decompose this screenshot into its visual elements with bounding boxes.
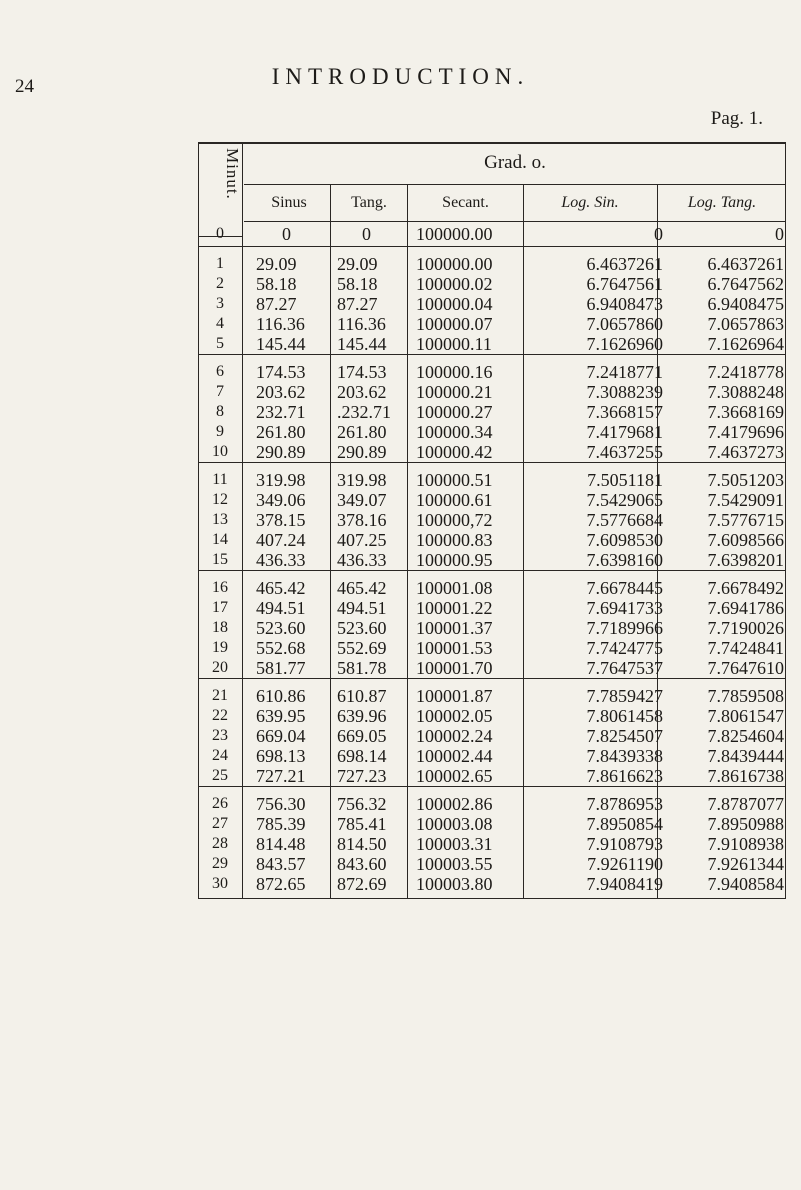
- log-tang-value: 7.3088248: [707, 382, 784, 402]
- log-tang-value: 6.4637261: [707, 254, 784, 274]
- sinus-value: 203.62: [256, 382, 306, 402]
- secant-value: 100001.08: [416, 578, 493, 598]
- minute-value: 19: [212, 639, 228, 656]
- tang-value: 349.07: [337, 490, 387, 510]
- log-sin-value: 7.7189966: [586, 618, 663, 638]
- secant-value: 100002.65: [416, 766, 493, 786]
- tang-value: 494.51: [337, 598, 387, 618]
- log-sin-value: 7.5051181: [587, 470, 663, 490]
- log-sin-value: 7.7859427: [586, 686, 663, 706]
- minute-value: 27: [212, 815, 228, 832]
- secant-value: 100003.31: [416, 834, 493, 854]
- log-tang-value: 6.7647562: [707, 274, 784, 294]
- secant-value: 100001.70: [416, 658, 493, 678]
- tang-value: 58.18: [337, 274, 378, 294]
- sinus-value: 698.13: [256, 746, 306, 766]
- minute-value: 10: [212, 443, 228, 460]
- tang-value: 203.62: [337, 382, 387, 402]
- page-number: 24: [15, 76, 34, 97]
- log-tang-value: 7.4637273: [707, 442, 784, 462]
- degree-header: Grad. o.: [484, 152, 546, 173]
- sinus-value: 494.51: [256, 598, 306, 618]
- table-border-top: [198, 142, 786, 144]
- minute-value: 17: [212, 599, 228, 616]
- tang-value: 843.60: [337, 854, 387, 874]
- secant-value: 100001.53: [416, 638, 493, 658]
- tang-value: 727.23: [337, 766, 387, 786]
- secant-value: 100000.00: [416, 254, 493, 274]
- log-tang-value: 7.7647610: [707, 658, 784, 678]
- trig-table: [198, 142, 786, 899]
- log-tang-value: 7.8439444: [707, 746, 784, 766]
- tang-value: 290.89: [337, 442, 387, 462]
- page-reference: Pag. 1.: [710, 108, 763, 129]
- sinus-value: 261.80: [256, 422, 306, 442]
- secant-value: 100000.04: [416, 294, 493, 314]
- header-divider: [244, 184, 786, 185]
- log-tang-value: 7.6678492: [707, 578, 784, 598]
- secant-value: 100000.27: [416, 402, 493, 422]
- minute-value: 22: [212, 707, 228, 724]
- log-sin-value: 7.7424775: [586, 638, 663, 658]
- minute-value: 16: [212, 579, 228, 596]
- log-sin-value: 6.7647561: [586, 274, 663, 294]
- secant-value: 100003.08: [416, 814, 493, 834]
- secant-value: 100002.44: [416, 746, 493, 766]
- minute-value: 26: [212, 795, 228, 812]
- log-sin-value: 7.4179681: [586, 422, 663, 442]
- sinus-value: 465.42: [256, 578, 306, 598]
- minute-value: 8: [216, 403, 224, 420]
- minute-value: 25: [212, 767, 228, 784]
- log-tang-value: 7.9408584: [707, 874, 784, 894]
- tang-value: 814.50: [337, 834, 387, 854]
- sinus-value: 0: [282, 224, 291, 244]
- column-header-sinus: Sinus: [271, 194, 307, 211]
- log-sin-value: 7.2418771: [586, 362, 663, 382]
- log-tang-value: 7.7190026: [707, 618, 784, 638]
- log-tang-value: 7.8616738: [707, 766, 784, 786]
- log-tang-value: 7.7859508: [707, 686, 784, 706]
- group-divider: [198, 462, 786, 463]
- log-sin-value: 7.8439338: [586, 746, 663, 766]
- tang-value: 872.69: [337, 874, 387, 894]
- tang-value: 523.60: [337, 618, 387, 638]
- tang-value: 261.80: [337, 422, 387, 442]
- log-tang-value: 7.8254604: [707, 726, 784, 746]
- sinus-value: 116.36: [256, 314, 305, 334]
- log-sin-value: 7.5776684: [586, 510, 663, 530]
- secant-value: 100000.34: [416, 422, 493, 442]
- column-divider: [407, 184, 408, 899]
- column-divider: [330, 184, 331, 899]
- minute-value: 29: [212, 855, 228, 872]
- running-head: INTRODUCTION.: [271, 64, 530, 89]
- minute-value: 5: [216, 335, 224, 352]
- tang-value: 581.78: [337, 658, 387, 678]
- secant-value: 100000,72: [416, 510, 493, 530]
- secant-value: 100003.80: [416, 874, 493, 894]
- log-tang-value: 7.6398201: [707, 550, 784, 570]
- tang-value: .232.71: [337, 402, 391, 422]
- log-sin-value: 7.0657860: [586, 314, 663, 334]
- log-tang-value: 7.6098566: [707, 530, 784, 550]
- log-sin-value: 7.8254507: [586, 726, 663, 746]
- tang-value: 0: [362, 224, 371, 244]
- minute-value: 6: [216, 363, 224, 380]
- log-sin-value: 7.9108793: [586, 834, 663, 854]
- secant-value: 100000.42: [416, 442, 493, 462]
- table-border-bottom: [198, 898, 786, 899]
- sinus-value: 727.21: [256, 766, 306, 786]
- sinus-value: 872.65: [256, 874, 306, 894]
- secant-value: 100000.11: [416, 334, 492, 354]
- group-divider: [198, 246, 786, 247]
- minute-value: 4: [216, 315, 224, 332]
- log-sin-value: 7.5429065: [586, 490, 663, 510]
- secant-value: 100002.05: [416, 706, 493, 726]
- sinus-value: 785.39: [256, 814, 306, 834]
- secant-value: 100003.55: [416, 854, 493, 874]
- log-tang-value: 7.2418778: [707, 362, 784, 382]
- log-sin-value: 7.4637255: [586, 442, 663, 462]
- minute-value: 7: [216, 383, 224, 400]
- minute-value: 13: [212, 511, 228, 528]
- log-tang-value: 7.0657863: [707, 314, 784, 334]
- secant-value: 100000.95: [416, 550, 493, 570]
- log-tang-value: 7.5776715: [707, 510, 784, 530]
- log-sin-value: 6.4637261: [586, 254, 663, 274]
- log-sin-value: 7.3668157: [586, 402, 663, 422]
- column-header-tang: Tang.: [351, 194, 387, 211]
- log-tang-value: 0: [775, 224, 784, 244]
- sinus-value: 756.30: [256, 794, 306, 814]
- minute-value: 11: [212, 471, 228, 488]
- log-sin-value: 7.6098530: [586, 530, 663, 550]
- tang-value: 436.33: [337, 550, 387, 570]
- log-tang-value: 7.5051203: [707, 470, 784, 490]
- group-divider: [198, 786, 786, 787]
- log-tang-value: 7.6941786: [707, 598, 784, 618]
- minute-value: 21: [212, 687, 228, 704]
- tang-value: 552.69: [337, 638, 387, 658]
- minute-value: 2: [216, 275, 224, 292]
- sinus-value: 319.98: [256, 470, 306, 490]
- tang-value: 407.25: [337, 530, 387, 550]
- log-sin-value: 7.1626960: [586, 334, 663, 354]
- minute-value: 3: [216, 295, 224, 312]
- secant-value: 100001.37: [416, 618, 493, 638]
- secant-value: 100001.87: [416, 686, 493, 706]
- sinus-value: 407.24: [256, 530, 306, 550]
- log-sin-value: 7.9408419: [586, 874, 663, 894]
- sinus-value: 378.15: [256, 510, 306, 530]
- sinus-value: 639.95: [256, 706, 306, 726]
- log-sin-value: 7.8950854: [586, 814, 663, 834]
- log-tang-value: 7.5429091: [707, 490, 784, 510]
- sinus-value: 610.86: [256, 686, 306, 706]
- tang-value: 698.14: [337, 746, 387, 766]
- log-tang-value: 7.9108938: [707, 834, 784, 854]
- log-tang-value: 6.9408475: [707, 294, 784, 314]
- sinus-value: 843.57: [256, 854, 306, 874]
- tang-value: 174.53: [337, 362, 387, 382]
- tang-value: 378.16: [337, 510, 387, 530]
- log-tang-value: 7.7424841: [707, 638, 784, 658]
- tang-value: 465.42: [337, 578, 387, 598]
- secant-value: 100002.24: [416, 726, 493, 746]
- tang-value: 319.98: [337, 470, 387, 490]
- secant-value: 100000.21: [416, 382, 493, 402]
- log-sin-value: 7.8061458: [586, 706, 663, 726]
- column-divider: [523, 184, 524, 899]
- sinus-value: 174.53: [256, 362, 306, 382]
- minute-value: 30: [212, 875, 228, 892]
- log-sin-value: 0: [654, 224, 663, 244]
- secant-value: 100000.83: [416, 530, 493, 550]
- sinus-value: 232.71: [256, 402, 306, 422]
- minute-column-header: Minut.: [223, 148, 242, 200]
- column-header-log-sin: Log. Sin.: [561, 194, 619, 211]
- sinus-value: 552.68: [256, 638, 306, 658]
- log-sin-value: 7.7647537: [586, 658, 663, 678]
- log-tang-value: 7.8950988: [707, 814, 784, 834]
- log-sin-value: 7.6678445: [586, 578, 663, 598]
- tang-value: 669.05: [337, 726, 387, 746]
- group-divider: [198, 570, 786, 571]
- log-sin-value: 7.6398160: [586, 550, 663, 570]
- tang-value: 785.41: [337, 814, 387, 834]
- minute-value: 28: [212, 835, 228, 852]
- sinus-value: 290.89: [256, 442, 306, 462]
- log-tang-value: 7.8787077: [707, 794, 784, 814]
- log-tang-value: 7.3668169: [707, 402, 784, 422]
- secant-value: 100002.86: [416, 794, 493, 814]
- log-tang-value: 7.8061547: [707, 706, 784, 726]
- log-sin-value: 7.9261190: [587, 854, 663, 874]
- log-tang-value: 7.4179696: [707, 422, 784, 442]
- group-divider: [198, 354, 786, 355]
- secant-value: 100000.02: [416, 274, 493, 294]
- sinus-value: 87.27: [256, 294, 297, 314]
- sinus-value: 669.04: [256, 726, 306, 746]
- minute-value: 15: [212, 551, 228, 568]
- minute-value: 9: [216, 423, 224, 440]
- minute-value: 18: [212, 619, 228, 636]
- log-tang-value: 7.9261344: [707, 854, 784, 874]
- secant-value: 100001.22: [416, 598, 493, 618]
- minute-value: 14: [212, 531, 228, 548]
- secant-value: 100000.07: [416, 314, 493, 334]
- secant-value: 100000.00: [416, 224, 493, 244]
- minute-value: 12: [212, 491, 228, 508]
- tang-value: 116.36: [337, 314, 386, 334]
- log-sin-value: 7.6941733: [586, 598, 663, 618]
- sinus-value: 581.77: [256, 658, 306, 678]
- tang-value: 639.96: [337, 706, 387, 726]
- column-header-divider: [244, 221, 786, 222]
- minute-value: 23: [212, 727, 228, 744]
- secant-value: 100000.51: [416, 470, 493, 490]
- sinus-value: 349.06: [256, 490, 306, 510]
- minute-value: 0: [216, 225, 224, 242]
- column-header-log-tang: Log. Tang.: [687, 194, 757, 211]
- tang-value: 610.87: [337, 686, 387, 706]
- tang-value: 87.27: [337, 294, 378, 314]
- secant-value: 100000.61: [416, 490, 493, 510]
- minute-value: 24: [212, 747, 228, 764]
- tang-value: 756.32: [337, 794, 387, 814]
- log-sin-value: 7.3088239: [586, 382, 663, 402]
- tang-value: 145.44: [337, 334, 387, 354]
- log-sin-value: 7.8786953: [586, 794, 663, 814]
- group-divider: [198, 678, 786, 679]
- sinus-value: 814.48: [256, 834, 306, 854]
- tang-value: 29.09: [337, 254, 378, 274]
- sinus-value: 29.09: [256, 254, 297, 274]
- secant-value: 100000.16: [416, 362, 493, 382]
- log-tang-value: 7.1626964: [707, 334, 784, 354]
- sinus-value: 58.18: [256, 274, 297, 294]
- log-sin-value: 7.8616623: [586, 766, 663, 786]
- sinus-value: 436.33: [256, 550, 306, 570]
- sinus-value: 523.60: [256, 618, 306, 638]
- sinus-value: 145.44: [256, 334, 306, 354]
- log-sin-value: 6.9408473: [586, 294, 663, 314]
- minute-value: 1: [216, 255, 224, 272]
- column-header-secant: Secant.: [442, 194, 489, 211]
- minute-value: 20: [212, 659, 228, 676]
